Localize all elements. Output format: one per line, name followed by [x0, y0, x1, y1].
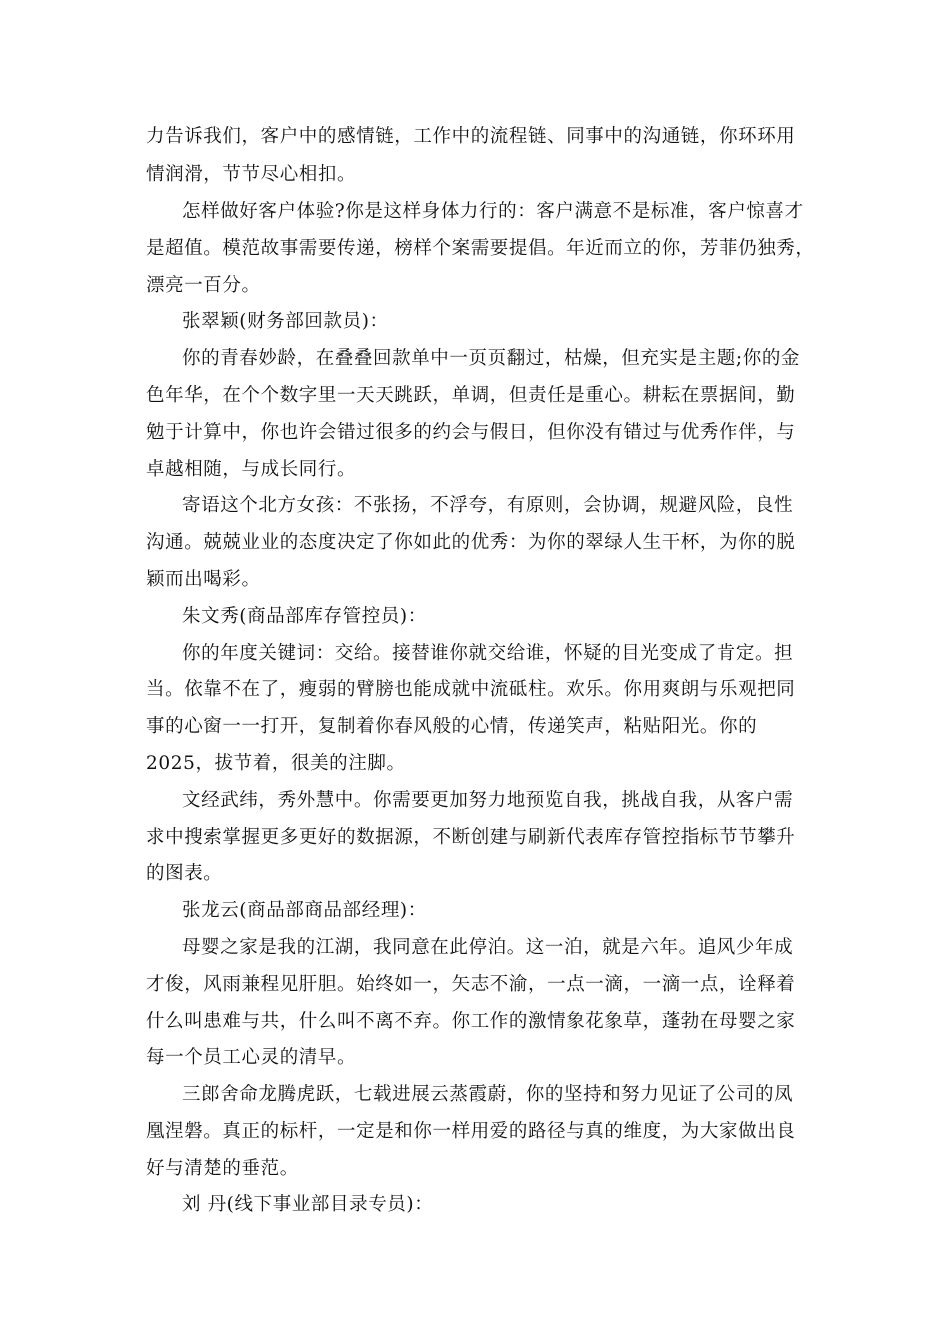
text-line: 母婴之家是我的江湖，我同意在此停泊。这一泊，就是六年。追风少年成	[182, 937, 794, 958]
text-line: 求中搜索掌握更多更好的数据源，不断创建与刷新代表库存管控指标节节攀升	[146, 827, 796, 848]
section-heading: 张翠颖(财务部回款员)：	[182, 311, 389, 332]
text-line: 勉于计算中，你也许会错过很多的约会与假日，但你没有错过与优秀作伴，与	[146, 422, 796, 443]
section-heading: 张龙云(商品部商品部经理)：	[182, 900, 427, 921]
text-line: 每一个员工心灵的清早。	[146, 1047, 357, 1068]
text-line: 的图表。	[146, 863, 223, 884]
text-line: 沟通。兢兢业业的态度决定了你如此的优秀：为你的翠绿人生干杯，为你的脱	[146, 532, 796, 553]
text-line: 颖而出喝彩。	[146, 569, 261, 590]
text-line: 情润滑，节节尽心相扣。	[146, 164, 357, 185]
text-line: 凰涅磐。真正的标杆，一定是和你一样用爱的路径与真的维度，为大家做出良	[146, 1121, 796, 1142]
text-line: 事的心窗一一打开，复制着你春风般的心情，传递笑声，粘贴阳光。你的	[146, 716, 758, 737]
text-line: 怎样做好客户体验?你是这样身体力行的：客户满意不是标准，客户惊喜才	[182, 201, 804, 222]
text-line: 力告诉我们，客户中的感情链，工作中的流程链、同事中的沟通链，你环环用	[146, 126, 796, 147]
text-line: 才俊，风雨兼程见肝胆。始终如一，矢志不渝，一点一滴，一滴一点，诠释着	[146, 974, 796, 995]
text-line: 什么叫患难与共，什么叫不离不弃。你工作的激情象花象草，蓬勃在母婴之家	[146, 1011, 796, 1032]
text-line: 寄语这个北方女孩：不张扬，不浮夸，有原则，会协调，规避风险，良性	[182, 495, 794, 516]
text-line: 你的年度关键词：交给。接替谁你就交给谁，怀疑的目光变成了肯定。担	[182, 643, 794, 664]
text-line: 是超值。模范故事需要传递，榜样个案需要提倡。年近而立的你，芳菲仍独秀，	[146, 238, 815, 259]
text-line: 2025，拔节着，很美的注脚。	[146, 753, 406, 774]
text-line: 文经武纬，秀外慧中。你需要更加努力地预览自我，挑战自我，从客户需	[182, 790, 794, 811]
section-heading: 朱文秀(商品部库存管控员)：	[182, 606, 427, 627]
text-line: 好与清楚的垂范。	[146, 1158, 299, 1179]
text-line: 色年华，在个个数字里一天天跳跃，单调，但责任是重心。耕耘在票据间，勤	[146, 385, 796, 406]
text-line: 你的青春妙龄，在叠叠回款单中一页页翻过，枯燥，但充实是主题;你的金	[182, 348, 801, 369]
text-line: 漂亮一百分。	[146, 275, 261, 296]
text-line: 卓越相随，与成长同行。	[146, 459, 357, 480]
text-line: 三郎舍命龙腾虎跃，七载进展云蒸霞蔚，你的坚持和努力见证了公司的凤	[182, 1084, 794, 1105]
text-line: 当。依靠不在了，瘦弱的臂膀也能成就中流砥柱。欢乐。你用爽朗与乐观把同	[146, 679, 796, 700]
section-heading: 刘 丹(线下事业部目录专员)：	[182, 1194, 434, 1215]
